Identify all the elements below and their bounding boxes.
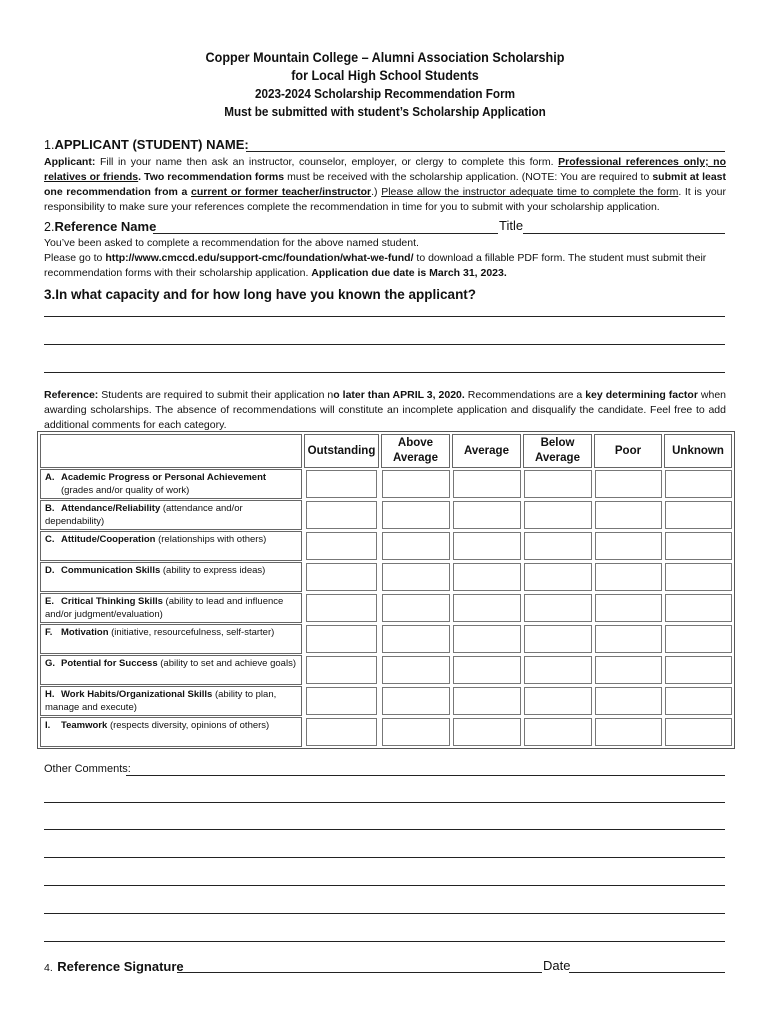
applicant-name-field[interactable] <box>246 151 725 152</box>
comments-line-7[interactable] <box>44 941 725 942</box>
section2-instructions: You’ve been asked to complete a recommendation for the above named student. Please go to http://www.cmccd.edu/support-cmc/foundation/what-we-fund/ to download a fillable PDF form. The student must submit their recommendation forms with their scholarship application. Application due date is March 31, 2023. <box>44 237 707 279</box>
rating-box-below-average[interactable] <box>524 625 592 653</box>
date-field[interactable] <box>569 972 725 973</box>
rating-box-below-average[interactable] <box>524 470 592 498</box>
capacity-answer-line-1[interactable] <box>44 316 725 317</box>
rating-box-unknown[interactable] <box>665 501 732 529</box>
other-comments-label: Other Comments: <box>44 763 131 775</box>
rating-box-poor[interactable] <box>595 470 662 498</box>
section3-question: 3.In what capacity and for how long have you known the applicant? <box>44 287 477 302</box>
rating-box-outstanding[interactable] <box>306 501 377 529</box>
comments-line-1[interactable] <box>126 775 725 776</box>
rating-box-outstanding[interactable] <box>306 470 377 498</box>
rating-box-outstanding[interactable] <box>306 718 377 746</box>
rating-box-below-average[interactable] <box>524 532 592 560</box>
date-label: Date <box>543 958 571 973</box>
rating-box-average[interactable] <box>453 718 521 746</box>
rating-box-poor[interactable] <box>595 594 662 622</box>
rating-box-average[interactable] <box>453 470 521 498</box>
comments-line-6[interactable] <box>44 913 725 914</box>
signature-field[interactable] <box>177 972 542 973</box>
rating-box-above-average[interactable] <box>382 625 450 653</box>
column-header-unknown: Unknown <box>664 434 732 468</box>
rating-box-unknown[interactable] <box>665 470 732 498</box>
applicant-name-label: APPLICANT (STUDENT) NAME <box>54 137 245 152</box>
table-row-label: H. Work Habits/Organizational Skills (ability to plan, manage and execute) <box>40 686 302 716</box>
rating-box-below-average[interactable] <box>524 687 592 715</box>
table-row-label: E. Critical Thinking Skills (ability to lead and influence and/or judgment/evaluation) <box>40 593 302 623</box>
column-header-outstanding: Outstanding <box>304 434 379 468</box>
rating-box-above-average[interactable] <box>382 594 450 622</box>
form-subtitle: 2023-2024 Scholarship Recommendation Form <box>254 86 516 101</box>
table-row-label: G. Potential for Success (ability to set and achieve goals) <box>40 655 302 685</box>
rating-box-above-average[interactable] <box>382 563 450 591</box>
rating-box-average[interactable] <box>453 563 521 591</box>
title-field[interactable] <box>523 233 725 234</box>
rating-box-unknown[interactable] <box>665 563 732 591</box>
reference-signature-label: Reference Signature <box>57 959 184 974</box>
rating-box-unknown[interactable] <box>665 532 732 560</box>
rating-box-outstanding[interactable] <box>306 687 377 715</box>
column-header-average: Average <box>452 434 521 468</box>
rating-box-average[interactable] <box>453 501 521 529</box>
rating-box-unknown[interactable] <box>665 718 732 746</box>
reference-name-field[interactable] <box>153 233 498 234</box>
form-title-line2: for Local High School Students <box>291 67 479 83</box>
rating-box-above-average[interactable] <box>382 687 450 715</box>
rating-box-above-average[interactable] <box>382 656 450 684</box>
rating-box-below-average[interactable] <box>524 656 592 684</box>
rating-box-average[interactable] <box>453 594 521 622</box>
column-header-poor: Poor <box>594 434 662 468</box>
table-corner-cell <box>40 434 302 468</box>
reference-note: Reference: Students are required to submit their application no later than APRIL 3, 2020. Recommendations are a key determining factor when awarding scholarships. The absence of recommendations will constitute an incomplete application and disqualify the candidate. Feel free to add additional comments for each category. <box>44 389 726 431</box>
comments-line-2[interactable] <box>44 802 725 803</box>
comments-line-4[interactable] <box>44 857 725 858</box>
section1-instructions: Applicant: Fill in your name then ask an instructor, counselor, employer, or clergy to complete this form. Professional references only; no relatives or friends. Two recommendation forms must be received with the scholarship application. (NOTE: You are required to submit at least one recommendation from a current or former teacher/instructor.) Please allow the instructor adequate time to complete the form. It is your responsibility to make sure your references complete the recommendation in time for you to submit with your scholarship application. <box>44 156 727 213</box>
section1-heading: 1.APPLICANT (STUDENT) NAME: <box>44 137 249 152</box>
table-row-label: B. Attendance/Reliability (attendance and/or dependability) <box>40 500 302 530</box>
comments-line-5[interactable] <box>44 885 725 886</box>
rating-box-outstanding[interactable] <box>306 532 377 560</box>
rating-box-poor[interactable] <box>595 501 662 529</box>
table-row-label: C. Attitude/Cooperation (relationships with others) <box>40 531 302 561</box>
table-row-label: A. Academic Progress or Personal Achievement (grades and/or quality of work) <box>40 469 302 499</box>
rating-box-below-average[interactable] <box>524 501 592 529</box>
form-submission-note: Must be submitted with student’s Scholarship Application <box>224 104 546 119</box>
form-title-line1: Copper Mountain College – Alumni Association Scholarship <box>205 49 565 65</box>
table-row-label: I. Teamwork (respects diversity, opinions of others) <box>40 717 302 747</box>
rating-box-poor[interactable] <box>595 625 662 653</box>
rating-box-above-average[interactable] <box>382 718 450 746</box>
table-row-label: F. Motivation (initiative, resourcefulness, self-starter) <box>40 624 302 654</box>
rating-box-poor[interactable] <box>595 687 662 715</box>
rating-box-below-average[interactable] <box>524 563 592 591</box>
rating-box-above-average[interactable] <box>382 532 450 560</box>
rating-box-outstanding[interactable] <box>306 563 377 591</box>
rating-box-poor[interactable] <box>595 532 662 560</box>
column-header-below-average: Below Average <box>523 434 592 468</box>
rating-box-average[interactable] <box>453 656 521 684</box>
comments-line-3[interactable] <box>44 829 725 830</box>
rating-box-unknown[interactable] <box>665 687 732 715</box>
title-label: Title <box>499 218 524 233</box>
reference-name-label: Reference Name <box>54 219 157 234</box>
rating-box-unknown[interactable] <box>665 625 732 653</box>
download-link[interactable]: http://www.cmccd.edu/support-cmc/foundation/what-we-fund/ <box>105 252 414 264</box>
rating-box-poor[interactable] <box>595 656 662 684</box>
rating-box-poor[interactable] <box>595 563 662 591</box>
table-row-label: D. Communication Skills (ability to express ideas) <box>40 562 302 592</box>
due-date: Application due date is March 31, 2023. <box>311 267 507 279</box>
rating-box-outstanding[interactable] <box>306 656 377 684</box>
rating-box-poor[interactable] <box>595 718 662 746</box>
rating-box-unknown[interactable] <box>665 594 732 622</box>
rating-box-unknown[interactable] <box>665 656 732 684</box>
signature-heading: 4. Reference Signature <box>44 959 184 974</box>
rating-box-average[interactable] <box>453 532 521 560</box>
rating-box-above-average[interactable] <box>382 501 450 529</box>
rating-box-average[interactable] <box>453 625 521 653</box>
rating-box-below-average[interactable] <box>524 594 592 622</box>
rating-box-outstanding[interactable] <box>306 625 377 653</box>
capacity-answer-line-3[interactable] <box>44 372 725 373</box>
rating-box-below-average[interactable] <box>524 718 592 746</box>
capacity-answer-line-2[interactable] <box>44 344 725 345</box>
rating-box-outstanding[interactable] <box>306 594 377 622</box>
section2-heading: 2.Reference Name <box>44 219 157 234</box>
rating-box-above-average[interactable] <box>382 470 450 498</box>
column-header-above-average: Above Average <box>381 434 450 468</box>
rating-box-average[interactable] <box>453 687 521 715</box>
